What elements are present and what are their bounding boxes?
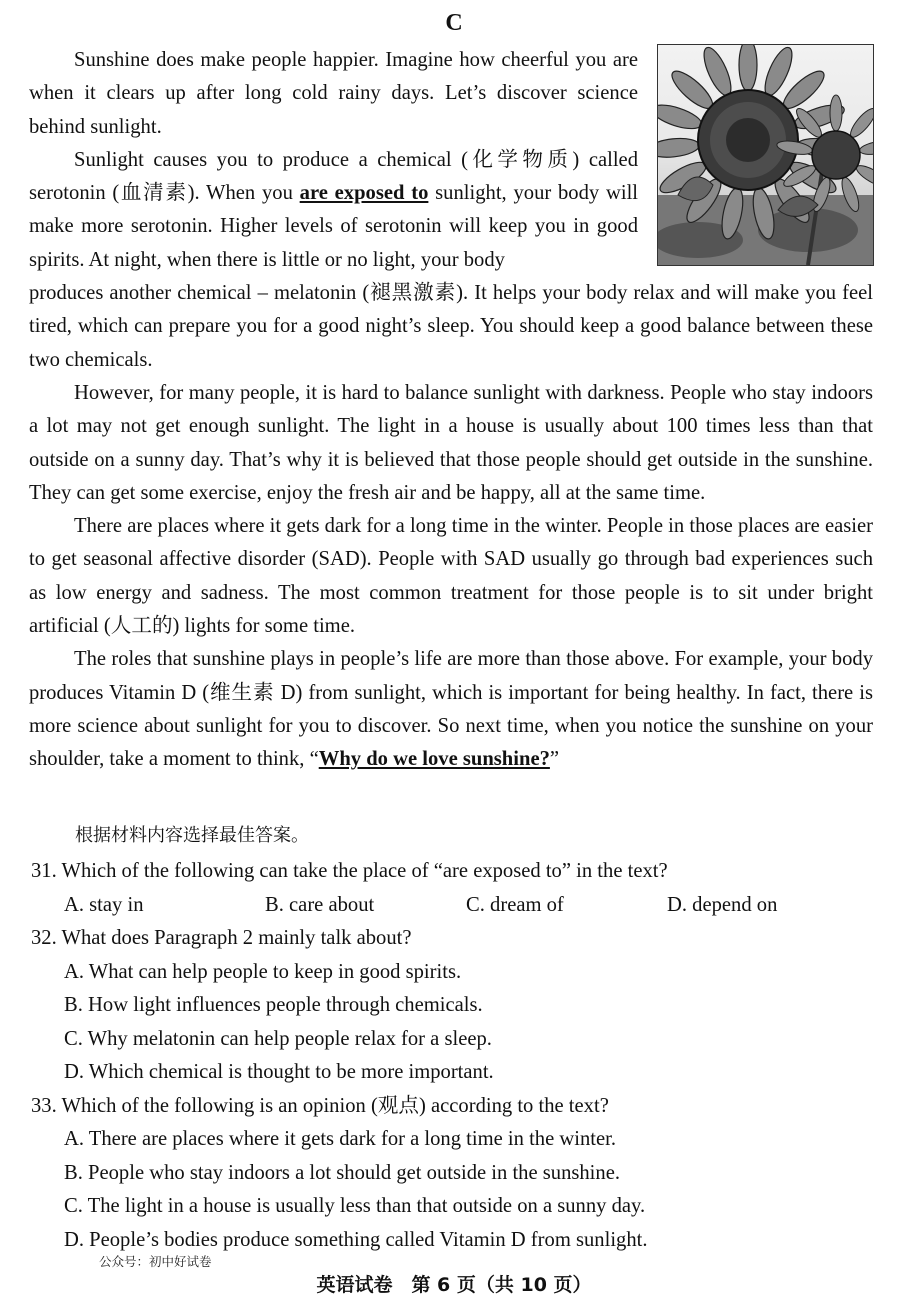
instruction: 根据材料内容选择最佳答案。 [75, 825, 309, 846]
paragraph-3: However, for many people, it is hard to balance sunlight with darkness. People who stay indoors a lot may not get enough sunlight. The light in a house is usually about 100 times less than that outside on a sunny day. That’s why it is believed that those people should get outside in the sunshine. They can get some exercise, enjoy the fresh air and be happy, all at the same time. [29, 381, 873, 504]
page-footer: 英语试卷 第 6 页（共 10 页） [316, 1274, 592, 1296]
option-row [31, 889, 881, 923]
section-letter: C [445, 10, 463, 36]
option-c[interactable]: C. The light in a house is usually less than that outside on a sunny day. [64, 1195, 646, 1217]
question-32 [31, 922, 881, 1090]
paragraph-2-text-a: Sunlight causes you to produce a chemical (化学物质) called serotonin (血清素). When you [29, 148, 638, 205]
option-b[interactable]: B. care about [265, 893, 375, 916]
option-c[interactable]: C. Why melatonin can help people relax for a sleep. [64, 1027, 492, 1050]
paragraph-1: Sunshine does make people happier. Imagine how cheerful you are when it clears up after long cold rainy days. Let’s discover science behind sunlight. [29, 49, 638, 138]
reading-passage [29, 44, 873, 777]
question-33 [31, 1090, 881, 1258]
question-stem: 31. Which of the following can take the place of “are exposed to” in the text? [31, 860, 668, 882]
paragraph-5-text-b: ” [549, 748, 560, 771]
question-31 [31, 855, 881, 922]
paragraph-2 [29, 144, 638, 277]
question-list [31, 855, 881, 1257]
underlined-question: Why do we love sunshine? [318, 748, 550, 771]
watermark: 公众号：初中好试卷 [99, 1254, 212, 1269]
question-stem: 33. Which of the following is an opinion (观点) according to the text? [31, 1094, 609, 1117]
option-d[interactable]: D. Which chemical is thought to be more important. [64, 1061, 494, 1083]
option-b[interactable]: B. How light influences people through chemicals. [64, 994, 483, 1016]
option-c[interactable]: C. dream of [466, 893, 564, 916]
option-d[interactable]: D. People’s bodies produce something called Vitamin D from sunlight. [64, 1228, 648, 1251]
option-a[interactable]: A. stay in [64, 893, 144, 916]
option-d[interactable]: D. depend on [667, 893, 778, 916]
paragraph-2-continued: produces another chemical – melatonin (褪黑激素). It helps your body relax and will make you feel tired, which can prepare you for a good night’s sleep. You should keep a good balance between these two chemicals. [29, 282, 873, 371]
option-a[interactable]: A. What can help people to keep in good spirits. [64, 960, 462, 983]
paragraph-5 [29, 643, 873, 776]
option-a[interactable]: A. There are places where it gets dark for a long time in the winter. [64, 1128, 617, 1150]
paragraph-4: There are places where it gets dark for a long time in the winter. People in those places are easier to get seasonal affective disorder (SAD). People with SAD usually go through bad experiences such as low energy and sadness. The most common treatment for those people is to sit under bright artificial (人工的) lights for some time. [29, 515, 873, 638]
paragraph-2-text-b: sunlight, your body will make more serotonin. Higher levels of serotonin will keep you in good spirits. At night, when there is little or no light, your body [29, 182, 639, 271]
option-b[interactable]: B. People who stay indoors a lot should get outside in the sunshine. [64, 1161, 620, 1184]
question-stem: 32. What does Paragraph 2 mainly talk about? [31, 927, 412, 949]
paragraph-5-text-a: The roles that sunshine plays in people’s life are more than those above. For example, your body produces Vitamin D (维生素 D) from sunlight, which is important for being healthy. In fact, there is more science about sunlight for you to discover. So next time, when you notice the sunshine on your shoulder, take a moment to think, “ [29, 648, 873, 771]
underlined-phrase: are exposed to [299, 182, 429, 205]
